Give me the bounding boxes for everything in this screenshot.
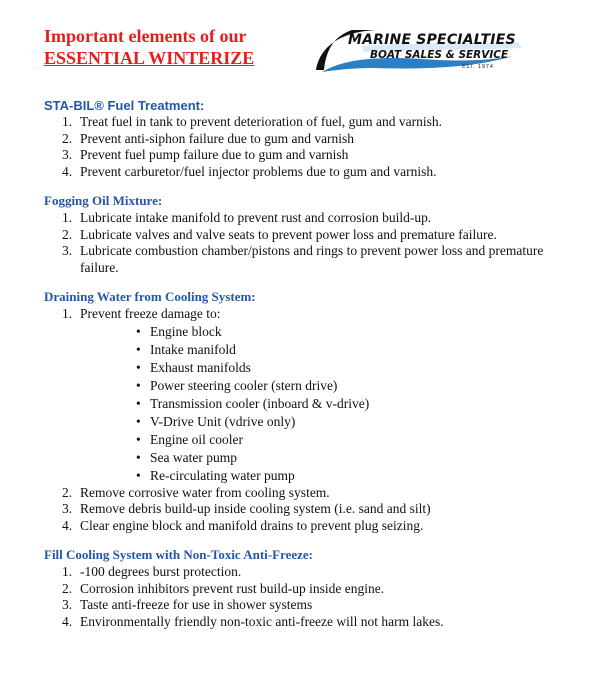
bullet-item (80, 449, 574, 467)
list-item-text: Taste anti-freeze for use in shower systems (80, 597, 313, 612)
list-item (44, 597, 574, 614)
page-title-line-1: Important elements of our (44, 26, 247, 46)
list-item-text: Lubricate intake manifold to prevent rust and corrosion build-up. (80, 210, 432, 225)
list-item-text: Lubricate valves and valve seats to prevent power loss and premature failure. (80, 226, 497, 242)
list-number: 2. (62, 226, 73, 242)
bullet-text: Power steering cooler (stern drive) (150, 377, 338, 393)
list-number: 1. (62, 114, 73, 129)
bullet-item (80, 431, 574, 449)
list-item (44, 164, 574, 181)
bullet-icon: • (136, 341, 141, 357)
bullet-item (80, 323, 574, 341)
section-stabil (44, 98, 574, 180)
fogging-list (44, 210, 574, 276)
list-item (44, 518, 574, 535)
list-item (44, 114, 574, 131)
bullet-item (80, 413, 574, 431)
list-item (44, 227, 574, 244)
bullet-text: Transmission cooler (inboard & v-drive) (150, 395, 370, 411)
logo-subtitle: BOAT SALES & SERVICE (370, 49, 509, 61)
list-number: 4. (62, 517, 73, 533)
bullet-text: V-Drive Unit (vdrive only) (150, 413, 296, 429)
bullet-item (80, 341, 574, 359)
section-title-antifreeze: Fill Cooling System with Non-Toxic Anti-Freeze: (44, 547, 314, 562)
bullet-icon: • (136, 377, 141, 393)
list-item (44, 614, 574, 631)
bullet-text: Sea water pump (150, 449, 237, 465)
list-item-text: Remove corrosive water from cooling system. (80, 484, 330, 500)
section-fogging (44, 193, 574, 276)
logo-established: EST. 1974 (462, 64, 494, 70)
section-antifreeze (44, 547, 574, 630)
list-number: 3. (62, 147, 73, 162)
bullet-icon: • (136, 431, 141, 447)
list-item (44, 306, 574, 485)
bullet-text: Engine oil cooler (150, 431, 243, 447)
list-number: 1. (62, 210, 73, 225)
section-title-stabil: STA-BIL® Fuel Treatment: (44, 98, 205, 113)
draining-list (44, 306, 574, 534)
list-item-text: Lubricate combustion chamber/pistons and rings to prevent power loss and premature failure. (80, 243, 544, 275)
section-title-fogging: Fogging Oil Mixture: (44, 193, 163, 208)
list-item-text: Remove debris build-up inside cooling system (i.e. sand and silt) (80, 501, 431, 516)
list-item-text: -100 degrees burst protection. (80, 564, 242, 579)
list-item-text: Corrosion inhibitors prevent rust build-up inside engine. (80, 580, 385, 596)
list-number: 1. (62, 564, 73, 579)
bullet-text: Re-circulating water pump (150, 467, 295, 483)
bullet-icon: • (136, 395, 141, 411)
freeze-damage-bullets (80, 323, 574, 485)
list-item (44, 243, 574, 276)
list-item (44, 131, 574, 148)
list-item (44, 147, 574, 164)
bullet-item (80, 395, 574, 413)
bullet-icon: • (136, 467, 141, 483)
list-number: 3. (62, 243, 73, 258)
bullet-item (80, 467, 574, 485)
stabil-list (44, 114, 574, 180)
bullet-item (80, 359, 574, 377)
bullet-icon: • (136, 323, 141, 339)
bullet-icon: • (136, 413, 141, 429)
list-item (44, 210, 574, 227)
list-number: 3. (62, 501, 73, 516)
bullet-icon: • (136, 359, 141, 375)
bullet-text: Engine block (150, 323, 222, 339)
list-item-text: Environmentally friendly non-toxic anti-freeze will not harm lakes. (80, 613, 444, 629)
list-item (44, 501, 574, 518)
list-item-text: Prevent fuel pump failure due to gum and varnish (80, 147, 349, 162)
logo-company-name: MARINE SPECIALTIES (348, 32, 516, 48)
bullet-icon: • (136, 449, 141, 465)
list-item-text: Prevent freeze damage to: (80, 306, 221, 321)
section-title-draining: Draining Water from Cooling System: (44, 289, 256, 304)
document-body (44, 98, 574, 643)
list-number: 3. (62, 597, 73, 612)
list-number: 2. (62, 130, 73, 146)
list-item (44, 564, 574, 581)
section-draining (44, 289, 574, 534)
list-item-text: Prevent anti-siphon failure due to gum and varnish (80, 130, 355, 146)
document-header (44, 26, 564, 76)
list-item (44, 485, 574, 502)
list-number: 2. (62, 580, 73, 596)
bullet-text: Intake manifold (150, 341, 236, 357)
company-logo (312, 26, 542, 76)
page-title-line-2: ESSENTIAL WINTERIZE (44, 48, 255, 68)
list-number: 1. (62, 306, 73, 321)
list-item (44, 581, 574, 598)
antifreeze-list (44, 564, 574, 630)
list-item-text: Treat fuel in tank to prevent deterioration of fuel, gum and varnish. (80, 114, 443, 129)
list-number: 2. (62, 484, 73, 500)
list-item-text: Clear engine block and manifold drains to prevent plug seizing. (80, 517, 424, 533)
bullet-item (80, 377, 574, 395)
list-number: 4. (62, 163, 73, 179)
bullet-text: Exhaust manifolds (150, 359, 251, 375)
list-number: 4. (62, 613, 73, 629)
list-item-text: Prevent carburetor/fuel injector problems due to gum and varnish. (80, 163, 437, 179)
